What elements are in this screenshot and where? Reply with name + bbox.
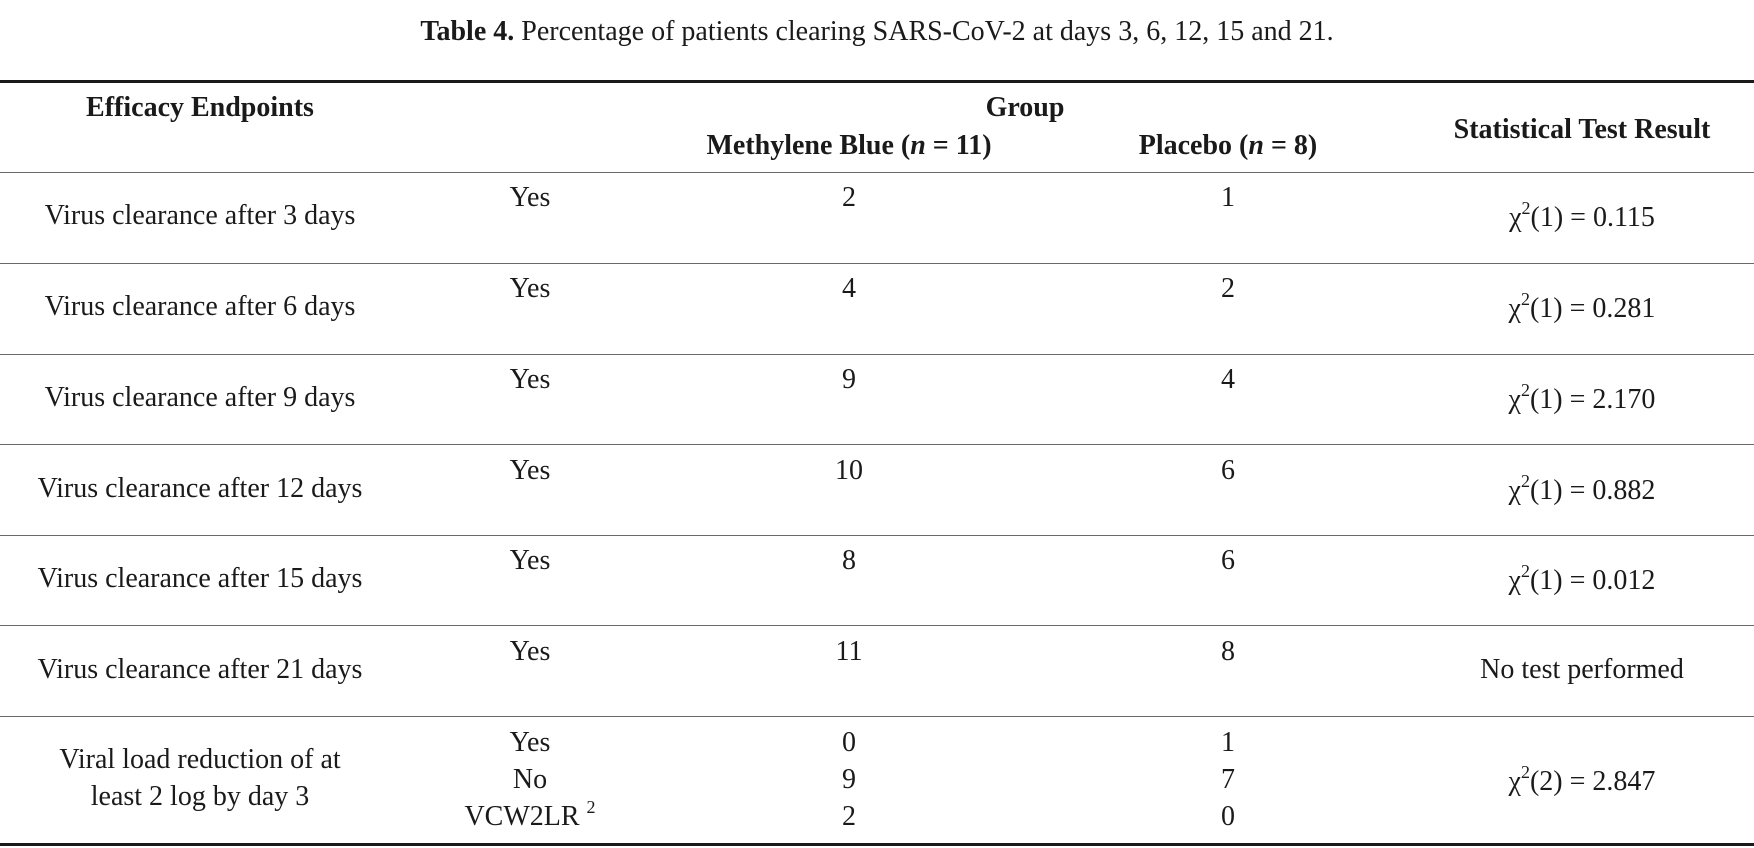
methylene-blue-cell: 11 <box>835 636 863 667</box>
methylene-blue-cell: 0 <box>842 727 856 758</box>
table-caption <box>0 12 1754 52</box>
header-group: Group <box>985 92 1065 123</box>
methylene-blue-cell: 9 <box>842 364 856 395</box>
placebo-cell: 6 <box>1221 545 1235 576</box>
header-placebo: Placebo (n = 8) <box>1138 130 1318 161</box>
answer-cell: VCW2LR $^2$ <box>464 796 596 832</box>
endpoint-cell: Virus clearance after 6 days <box>44 291 356 322</box>
answer-cell: Yes <box>509 636 551 667</box>
placebo-cell: 0 <box>1221 801 1235 832</box>
answer-cell: Yes <box>509 727 551 758</box>
header-methylene-blue: Methylene Blue (n = 11) <box>706 130 992 161</box>
answer-cell: Yes <box>509 545 551 576</box>
answer-cell: Yes <box>509 182 551 213</box>
row-divider <box>0 716 1754 717</box>
stat-cell: $\chi^2(1) = 0.882$ <box>1508 470 1656 506</box>
placebo-cell: 6 <box>1221 455 1235 486</box>
placebo-cell: 8 <box>1221 636 1235 667</box>
placebo-cell: 1 <box>1221 727 1235 758</box>
methylene-blue-cell: 2 <box>842 182 856 213</box>
answer-cell: Yes <box>509 364 551 395</box>
row-divider <box>0 263 1754 264</box>
endpoint-cell: Virus clearance after 21 days <box>37 654 363 685</box>
table-top-rule <box>0 80 1754 83</box>
stat-cell: $\chi^2(1) = 2.170$ <box>1508 379 1656 415</box>
methylene-blue-cell: 2 <box>842 801 856 832</box>
methylene-blue-cell: 4 <box>842 273 856 304</box>
row-divider <box>0 625 1754 626</box>
stat-cell: No test performed <box>1480 654 1684 685</box>
stat-cell: $\chi^2(1) = 0.012$ <box>1508 560 1656 596</box>
placebo-cell: 4 <box>1221 364 1235 395</box>
header-rule <box>0 172 1754 173</box>
placebo-cell: 7 <box>1221 764 1235 795</box>
methylene-blue-cell: 8 <box>842 545 856 576</box>
answer-cell: Yes <box>509 455 551 486</box>
methylene-blue-cell: 10 <box>835 455 863 486</box>
row-divider <box>0 354 1754 355</box>
endpoint-cell: Virus clearance after 12 days <box>37 473 363 504</box>
header-statistical-test-result: Statistical Test Result <box>1453 114 1711 145</box>
endpoint-cell: Virus clearance after 3 days <box>44 200 356 231</box>
endpoint-cell-line-2: least 2 log by day 3 <box>90 781 310 812</box>
placebo-cell: 1 <box>1221 182 1235 213</box>
stat-cell: $\chi^2(1) = 0.281$ <box>1508 288 1656 324</box>
row-divider <box>0 535 1754 536</box>
row-divider <box>0 444 1754 445</box>
stat-cell: $\chi^2(2) = 2.847$ <box>1508 761 1656 797</box>
table-bottom-rule <box>0 843 1754 846</box>
methylene-blue-cell: 9 <box>842 764 856 795</box>
endpoint-cell: Virus clearance after 15 days <box>37 563 363 594</box>
header-efficacy-endpoints: Efficacy Endpoints <box>86 92 314 123</box>
answer-cell: Yes <box>509 273 551 304</box>
stat-cell: $\chi^2(1) = 0.115$ <box>1509 197 1655 233</box>
endpoint-cell-line-1: Viral load reduction of at <box>59 744 341 775</box>
table-caption-label: Table 4. <box>420 16 515 47</box>
placebo-cell: 2 <box>1221 273 1235 304</box>
table-caption-text: Percentage of patients clearing SARS-CoV-2 at days 3, 6, 12, 15 and 21. <box>521 16 1334 47</box>
answer-cell: No <box>512 764 548 795</box>
endpoint-cell: Virus clearance after 9 days <box>44 382 356 413</box>
